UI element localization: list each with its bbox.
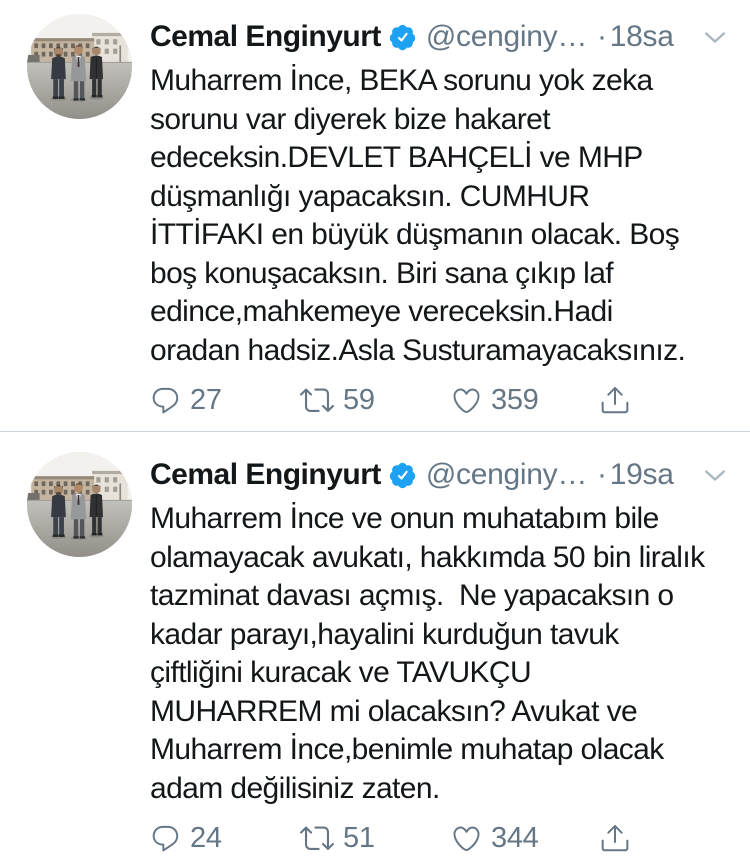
timestamp-separator: · xyxy=(597,20,607,53)
share-icon xyxy=(599,384,631,416)
like-count: 344 xyxy=(491,821,539,854)
retweet-count: 51 xyxy=(343,821,375,854)
avatar[interactable] xyxy=(27,452,132,557)
author-name[interactable]: Cemal Enginyurt xyxy=(150,458,381,491)
timestamp-value: 19sa xyxy=(609,458,674,491)
reply-count: 27 xyxy=(190,383,222,416)
like-button[interactable] xyxy=(451,384,599,417)
tweet[interactable] xyxy=(0,0,750,431)
verified-badge-icon xyxy=(388,461,417,490)
author-handle[interactable]: @cenginy… xyxy=(425,458,588,491)
reply-button[interactable] xyxy=(150,822,300,855)
timestamp[interactable] xyxy=(597,20,674,54)
tweet-action-bar xyxy=(150,383,730,417)
author-handle[interactable]: @cenginy… xyxy=(425,20,588,53)
retweet-icon xyxy=(300,821,334,855)
timestamp-value: 18sa xyxy=(609,20,674,53)
tweet-header xyxy=(150,452,730,498)
heart-icon xyxy=(451,385,482,416)
tweet-content xyxy=(150,452,730,863)
reply-icon xyxy=(150,385,181,416)
tweet-action-bar xyxy=(150,821,730,855)
avatar-column xyxy=(27,452,132,863)
retweet-button[interactable] xyxy=(300,383,451,417)
retweet-icon xyxy=(300,383,334,417)
tweet-text: Muharrem İnce ve onun muhatabım bile olamayacak avukatı, hakkımda 50 bin liralık tazminat davası açmış. Ne yapacaksın o kadar parayı,hayalini kurduğun tavuk çiftliğini kuracak ve TAVUKÇU MUHARREM mi olacaksın? Avukat ve Muharrem İnce,benimle muhatap olacak adam değilisiniz zaten. xyxy=(150,502,713,805)
chevron-down-icon[interactable] xyxy=(700,22,730,52)
heart-icon xyxy=(451,823,482,854)
avatar-column xyxy=(27,14,132,431)
like-count: 359 xyxy=(491,383,539,416)
tweet-header xyxy=(150,14,730,60)
like-button[interactable] xyxy=(451,822,599,855)
verified-badge-icon xyxy=(388,23,417,52)
author-name[interactable]: Cemal Enginyurt xyxy=(150,20,381,53)
retweet-button[interactable] xyxy=(300,821,451,855)
retweet-count: 59 xyxy=(343,383,375,416)
share-icon xyxy=(599,822,631,854)
avatar-photo xyxy=(27,452,132,557)
avatar-photo xyxy=(27,14,132,119)
tweet-text: Muharrem İnce, BEKA sorunu yok zeka sorunu var diyerek bize hakaret edeceksin.DEVLET BAHÇELİ ve MHP düşmanlığı yapacaksın. CUMHUR İTTİFAKI en büyük düşmanın olacak. Boş boş konuşacaksın. Biri sana çıkıp laf edince,mahkemeye vereceksin.Hadi oradan hadsiz.Asla Susturamayacaksınız. xyxy=(150,64,687,367)
reply-button[interactable] xyxy=(150,384,300,417)
reply-icon xyxy=(150,823,181,854)
timestamp-separator: · xyxy=(597,458,607,491)
share-button[interactable] xyxy=(599,822,730,854)
chevron-down-icon[interactable] xyxy=(700,460,730,490)
tweet[interactable] xyxy=(0,432,750,863)
reply-count: 24 xyxy=(190,821,222,854)
timestamp[interactable] xyxy=(597,458,674,492)
tweet-content xyxy=(150,14,730,431)
share-button[interactable] xyxy=(599,384,730,416)
avatar[interactable] xyxy=(27,14,132,119)
